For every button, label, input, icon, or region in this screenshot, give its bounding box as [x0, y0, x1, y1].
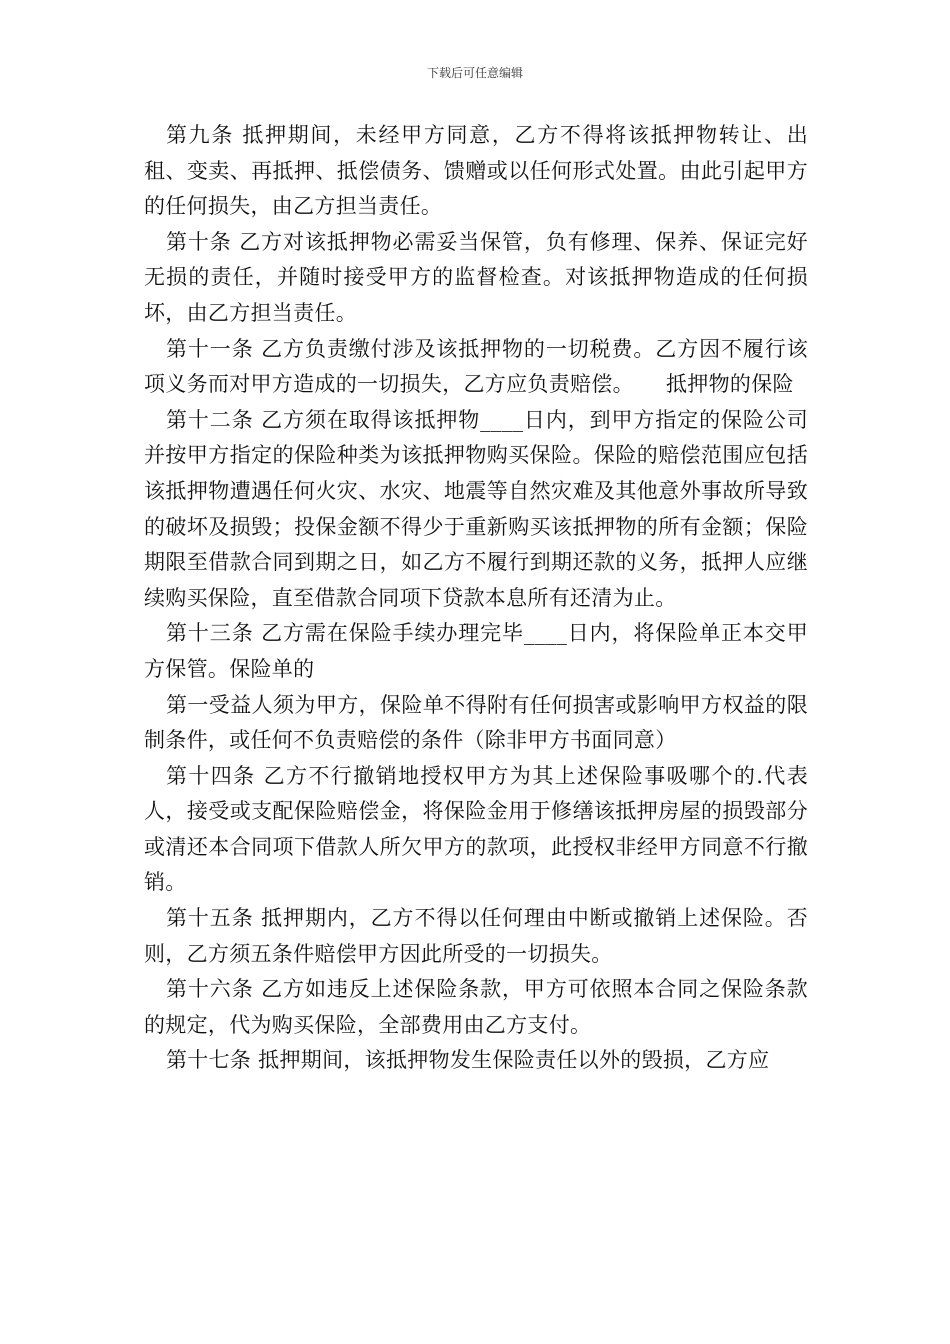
clause-17: 第十七条 抵押期间，该抵押物发生保险责任以外的毁损，乙方应 [166, 1048, 770, 1073]
clause-13-continued: 第一受益人须为甲方，保险单不得附有任何损害或影响甲方权益的限制条件，或任何不负责赔偿的条件（除非甲方书面同意） [144, 692, 808, 753]
clause-12: 第十二条 乙方须在取得该抵押物____日内，到甲方指定的保险公司并按甲方指定的保险种类为该抵押物购买保险。保险的赔偿范围应包括该抵押物遭遇任何火灾、水灾、地震等自然灾难及其他意外事故所导致的破坏及损毁；投保金额不得少于重新购买该抵押物的所有金额；保险期限至借款合同到期之日，如乙方不履行到期还款的义务，抵押人应继续购买保险，直至借款合同项下贷款本息所有还清为止。 [144, 407, 808, 610]
clause-15: 第十五条 抵押期内，乙方不得以任何理由中断或撤销上述保险。否则，乙方须五条件赔偿甲方因此所受的一切损失。 [144, 906, 808, 966]
clause-16: 第十六条 乙方如违反上述保险条款，甲方可依照本合同之保险条款的规定，代为购买保险，全部费用由乙方支付。 [144, 977, 808, 1037]
page-header: 下载后可任意编辑 [426, 66, 523, 80]
clause-11: 第十一条 乙方负责缴付涉及该抵押物的一切税费。乙方因不履行该项义务而对甲方造成的一切损失，乙方应负责赔偿。 抵押物的保险 [144, 336, 808, 397]
document-body [144, 118, 808, 1079]
clause-10: 第十条 乙方对该抵押物必需妥当保管，负有修理、保养、保证完好无损的责任，并随时接受甲方的监督检查。对该抵押物造成的任何损坏，由乙方担当责任。 [144, 229, 808, 325]
clause-9: 第九条 抵押期间，未经甲方同意，乙方不得将该抵押物转让、出租、变卖、再抵押、抵偿债务、馈赠或以任何形式处置。由此引起甲方的任何损失，由乙方担当责任。 [144, 123, 808, 219]
clause-14: 第十四条 乙方不行撤销地授权甲方为其上述保险事吸哪个的.代表人，接受或支配保险赔偿金，将保险金用于修缮该抵押房屋的损毁部分或清还本合同项下借款人所欠甲方的款项，此授权非经甲方同意不行撤销。 [144, 763, 808, 895]
clause-13: 第十三条 乙方需在保险手续办理完毕____日内，将保险单正本交甲方保管。保险单的 [144, 621, 808, 681]
